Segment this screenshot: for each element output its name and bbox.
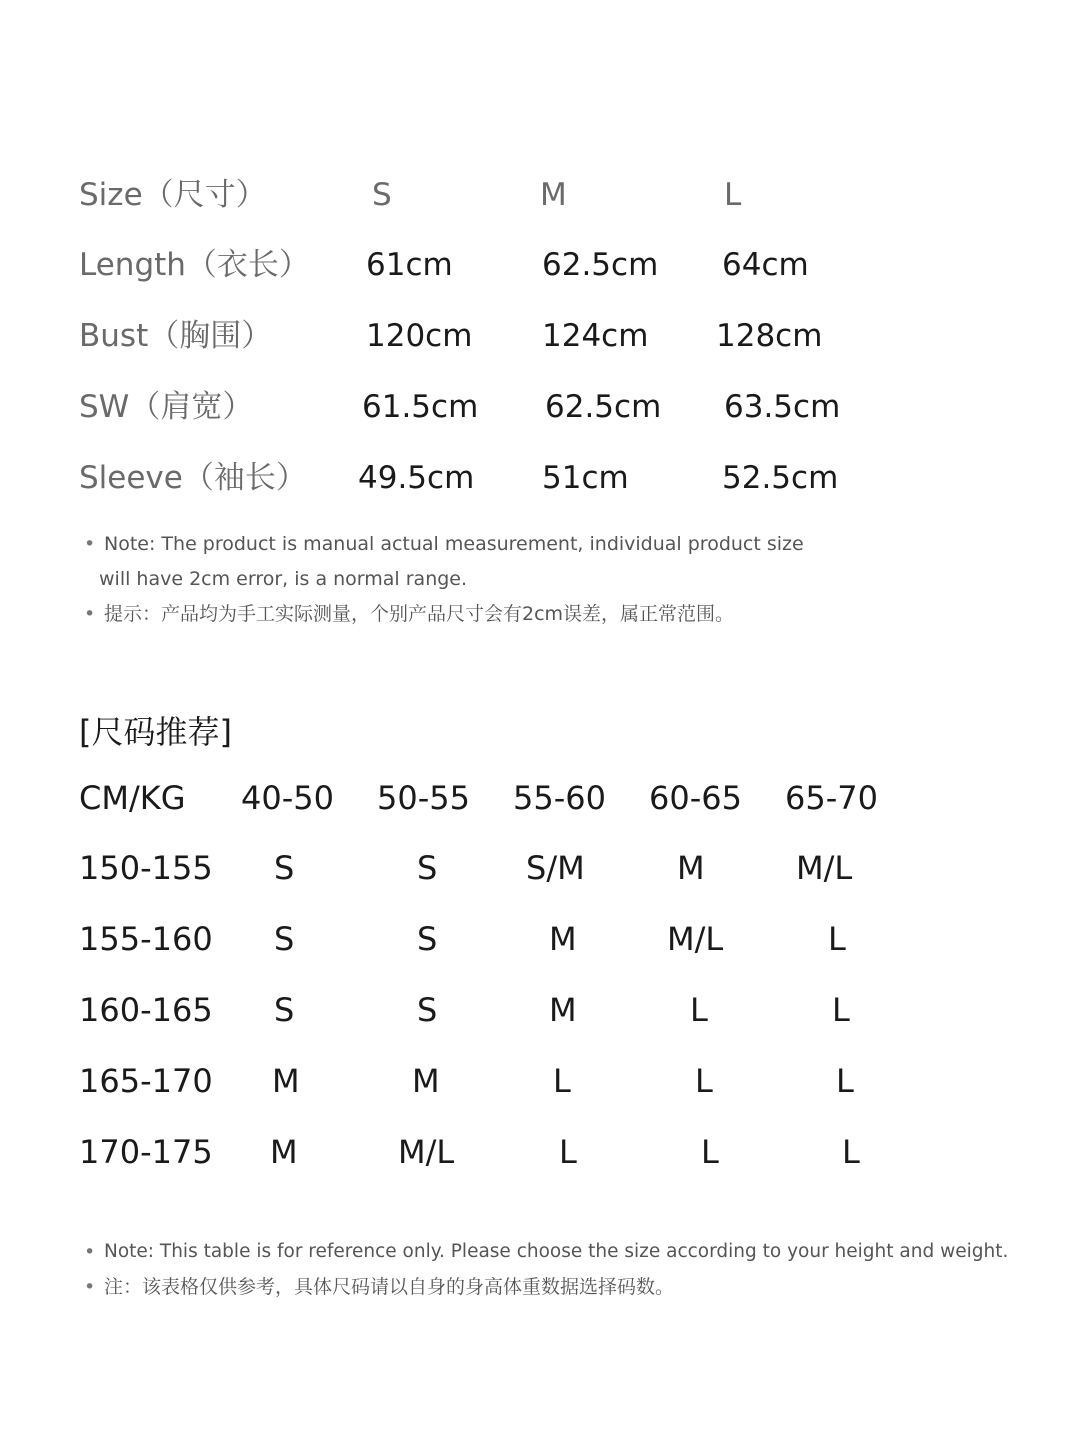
recommendation-title: [尺码推荐] (79, 713, 232, 751)
reference-note-english: Note: This table is for reference only. Please choose the size according to your height and weight. (104, 1241, 1009, 1262)
rec-cell: S (417, 920, 438, 958)
rec-row-height: 165-170 (79, 1062, 213, 1100)
bust-m: 124cm (542, 318, 649, 354)
rec-header-weight: 40-50 (241, 779, 334, 817)
size-header-s: S (372, 177, 392, 213)
rec-cell: S (274, 920, 295, 958)
rec-header-weight: 50-55 (377, 779, 470, 817)
rec-cell: M (412, 1062, 440, 1100)
rec-header-corner: CM/KG (79, 779, 186, 817)
length-s: 61cm (366, 247, 453, 283)
length-m: 62.5cm (542, 247, 659, 283)
rec-cell: M (549, 920, 577, 958)
bust-label: Bust（胸围） (79, 318, 273, 354)
sleeve-m: 51cm (542, 460, 629, 496)
rec-cell: M (677, 849, 705, 887)
rec-cell: L (553, 1062, 571, 1100)
rec-cell: L (701, 1133, 719, 1171)
shoulder-width-label: SW（肩宽） (79, 389, 254, 425)
rec-cell: L (828, 920, 846, 958)
rec-cell: M/L (398, 1133, 455, 1171)
rec-cell: M (270, 1133, 298, 1171)
rec-cell: L (559, 1133, 577, 1171)
rec-cell: L (690, 991, 708, 1029)
rec-cell: L (695, 1062, 713, 1100)
shoulder-width-s: 61.5cm (362, 389, 479, 425)
rec-row-height: 150-155 (79, 849, 213, 887)
rec-cell: S (274, 991, 295, 1029)
shoulder-width-l: 63.5cm (724, 389, 841, 425)
rec-header-weight: 55-60 (513, 779, 606, 817)
rec-cell: M (272, 1062, 300, 1100)
note-bullet: • (84, 533, 96, 555)
rec-cell: S/M (526, 849, 585, 887)
note-english-line-2: will have 2cm error, is a normal range. (99, 568, 468, 590)
length-label: Length（衣长） (79, 247, 310, 283)
reference-note-chinese: 注：该表格仅供参考，具体尺码请以自身的身高体重数据选择码数。 (104, 1276, 675, 1298)
size-header-m: M (540, 177, 567, 213)
rec-cell: S (417, 849, 438, 887)
rec-cell: S (274, 849, 295, 887)
rec-cell: L (836, 1062, 854, 1100)
rec-header-weight: 60-65 (649, 779, 742, 817)
rec-row-height: 170-175 (79, 1133, 213, 1171)
bust-l: 128cm (716, 318, 823, 354)
rec-row-height: 155-160 (79, 920, 213, 958)
length-l: 64cm (722, 247, 809, 283)
rec-cell: L (832, 991, 850, 1029)
note-bullet: • (84, 1276, 96, 1298)
rec-cell: S (417, 991, 438, 1029)
sleeve-l: 52.5cm (722, 460, 839, 496)
sleeve-s: 49.5cm (358, 460, 475, 496)
note-chinese: 提示：产品均为手工实际测量，个别产品尺寸会有2cm误差，属正常范围。 (104, 603, 735, 625)
sleeve-label: Sleeve（袖长） (79, 460, 307, 496)
rec-cell: M/L (796, 849, 853, 887)
rec-header-weight: 65-70 (785, 779, 878, 817)
note-bullet: • (84, 603, 96, 625)
rec-row-height: 160-165 (79, 991, 213, 1029)
size-header-l: L (724, 177, 742, 213)
rec-cell: M/L (667, 920, 724, 958)
bust-s: 120cm (366, 318, 473, 354)
note-english-line-1: Note: The product is manual actual measurement, individual product size (104, 533, 804, 555)
shoulder-width-m: 62.5cm (545, 389, 662, 425)
rec-cell: L (842, 1133, 860, 1171)
rec-cell: M (549, 991, 577, 1029)
note-bullet: • (84, 1241, 96, 1263)
size-header-label: Size（尺寸） (79, 177, 267, 213)
